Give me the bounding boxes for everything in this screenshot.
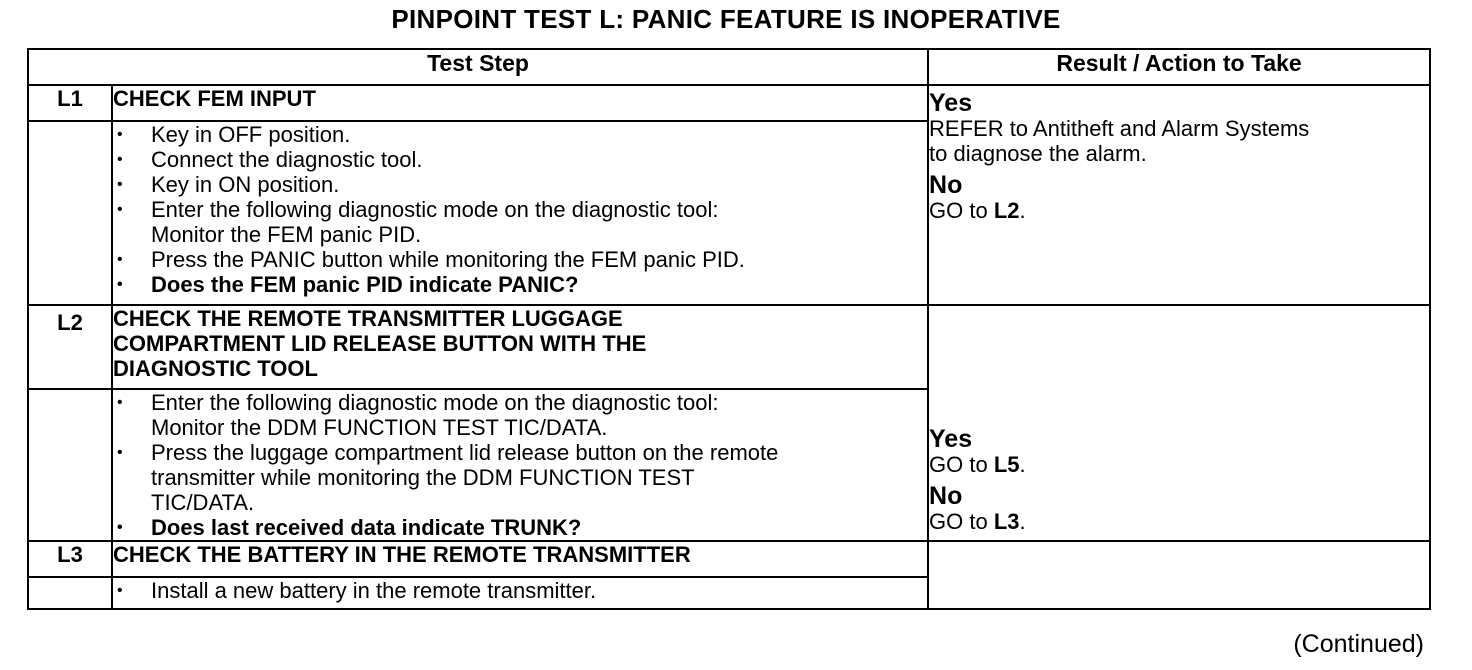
step-title-line: COMPARTMENT LID RELEASE BUTTON WITH THE [113, 331, 647, 356]
goto-target: L3 [993, 509, 1020, 534]
result-cell [928, 85, 1430, 305]
goto-target: L5 [993, 452, 1020, 477]
step-id: L1 [28, 85, 112, 121]
page-title: PINPOINT TEST L: PANIC FEATURE IS INOPERATIVE [391, 4, 1061, 34]
test-step-header: Test Step [28, 49, 928, 85]
result-goto [929, 198, 1429, 223]
goto-prefix: GO to [929, 509, 994, 534]
step-body [112, 577, 928, 609]
list-item: • Key in OFF position. [113, 122, 927, 147]
step-bullet-list [113, 122, 927, 297]
continued-label: (Continued) [1293, 630, 1424, 658]
result-header: Result / Action to Take [928, 49, 1430, 85]
goto-suffix: . [1019, 452, 1026, 477]
step-title-line: CHECK FEM INPUT [113, 86, 316, 111]
step-id: L2 [28, 305, 112, 389]
step-title-row [28, 541, 1430, 577]
list-item: • Enter the following diagnostic mode on the diagnostic tool: Monitor the DDM FUNCTION TEST TIC/DATA. [113, 390, 927, 440]
goto-suffix: . [1019, 198, 1026, 223]
step-title [112, 305, 928, 389]
goto-prefix: GO to [929, 452, 994, 477]
step-title [112, 85, 928, 121]
result-yes-label: Yes [929, 89, 973, 117]
list-item: • Connect the diagnostic tool. [113, 147, 927, 172]
step-title-row [28, 85, 1430, 121]
result-no-label: No [929, 171, 963, 199]
step-body [112, 389, 928, 541]
step-bullet-list [113, 578, 927, 603]
step-bullet-list [113, 390, 927, 540]
table-header-row [28, 49, 1430, 85]
list-item-question: • Does last received data indicate TRUNK? [113, 515, 927, 540]
list-item: • Press the PANIC button while monitoring the FEM panic PID. [113, 247, 927, 272]
result-goto [929, 509, 1429, 534]
list-item: • Enter the following diagnostic mode on the diagnostic tool: Monitor the FEM panic PID. [113, 197, 927, 247]
goto-suffix: . [1019, 509, 1026, 534]
step-title-line: DIAGNOSTIC TOOL [113, 356, 318, 381]
result-cell-empty [928, 541, 1430, 609]
pinpoint-test-table [27, 48, 1431, 610]
step-id-spacer [28, 121, 112, 305]
list-item: • Install a new battery in the remote transmitter. [113, 578, 927, 603]
step-body [112, 121, 928, 305]
step-id-spacer [28, 577, 112, 609]
result-no-label: No [929, 482, 963, 510]
step-title-row [28, 305, 1430, 389]
result-yes-label: Yes [929, 425, 973, 453]
result-text-line: to diagnose the alarm. [929, 141, 1147, 166]
step-title [112, 541, 928, 577]
list-item: • Press the luggage compartment lid release button on the remote transmitter while monitoring the DDM FUNCTION TEST TIC/DATA. [113, 440, 927, 515]
step-title-line: CHECK THE REMOTE TRANSMITTER LUGGAGE [113, 306, 623, 331]
goto-target: L2 [993, 198, 1020, 223]
result-text-line: REFER to Antitheft and Alarm Systems [929, 116, 1310, 141]
list-item: • Key in ON position. [113, 172, 927, 197]
result-goto [929, 452, 1429, 477]
list-item-question: • Does the FEM panic PID indicate PANIC? [113, 272, 927, 297]
goto-prefix: GO to [929, 198, 994, 223]
step-title-line: CHECK THE BATTERY IN THE REMOTE TRANSMITTER [113, 542, 691, 567]
result-cell [928, 305, 1430, 541]
step-id-spacer [28, 389, 112, 541]
step-id: L3 [28, 541, 112, 577]
